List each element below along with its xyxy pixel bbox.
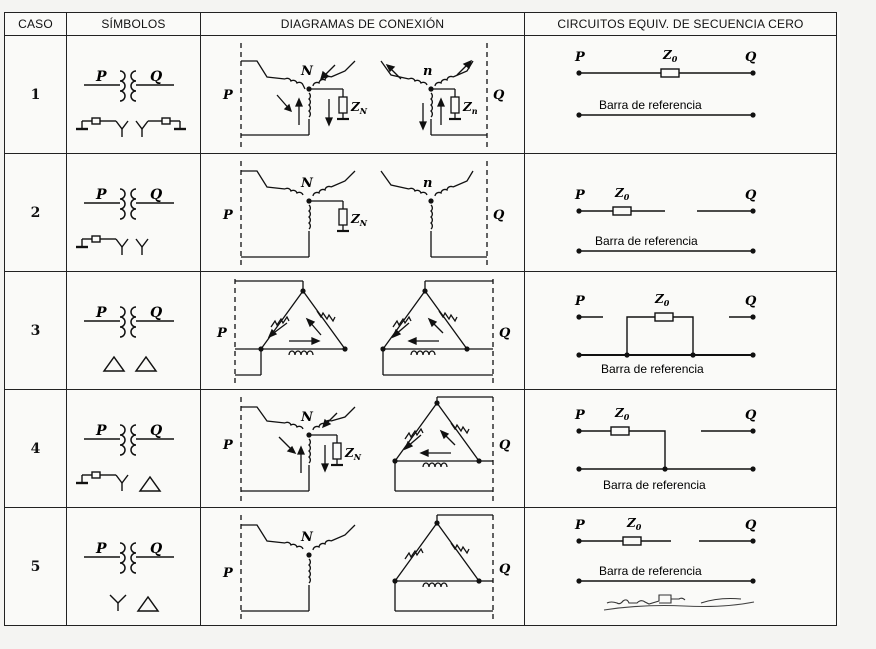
- neutral-label-n: N: [300, 63, 313, 79]
- equivalent-circuit-cell: [525, 272, 837, 390]
- symbol-cell: [67, 272, 201, 390]
- header-diagramas: DIAGRAMAS DE CONEXIÓN: [201, 13, 525, 36]
- wye-grounded-primary-icon: [76, 118, 128, 137]
- diagram-label-p: P: [222, 565, 233, 581]
- symbol-label-p: P: [95, 304, 107, 321]
- connection-diagram: [205, 39, 521, 151]
- impedance-zn-label: $Z_N$: [350, 99, 367, 116]
- header-row: [5, 13, 837, 36]
- neutral-label-lower-n: n: [422, 175, 432, 191]
- zero-sequence-circuit: [531, 157, 831, 269]
- table-row: [5, 154, 837, 272]
- wye-grounded-primary-icon: [76, 236, 128, 255]
- impedance-zn-secondary-label: $Z_n$: [462, 99, 478, 116]
- wye-grounded-primary-icon: [76, 472, 128, 491]
- connection-diagram-cell: [201, 154, 525, 272]
- eq-label-p: P: [574, 293, 585, 309]
- reference-bus-label: Barra de referencia: [594, 233, 698, 248]
- delta-secondary-icon: [138, 597, 158, 611]
- eq-label-z0: $Z_0$: [654, 291, 669, 308]
- symbol-cell: [67, 390, 201, 508]
- neutral-label-n: N: [300, 409, 313, 425]
- connection-diagram: [205, 511, 521, 623]
- wye-grounded-secondary-icon: [136, 118, 186, 137]
- eq-label-q: Q: [744, 517, 756, 533]
- case-number: 5: [5, 508, 67, 626]
- table-row: [5, 272, 837, 390]
- symbol-label-q: Q: [149, 186, 162, 203]
- reference-bus-label: Barra de referencia: [600, 361, 704, 376]
- delta-secondary-icon: [136, 357, 156, 371]
- diagram-label-q: Q: [498, 561, 510, 577]
- neutral-label-n: N: [300, 529, 313, 545]
- symbol-label-q: Q: [149, 304, 162, 321]
- eq-label-p: P: [574, 49, 585, 65]
- neutral-label-n: N: [300, 175, 313, 191]
- diagram-label-q: Q: [498, 437, 510, 453]
- diagram-label-q: Q: [498, 325, 510, 341]
- reference-bus-label: Barra de referencia: [598, 563, 702, 578]
- delta-secondary-icon: [140, 477, 160, 491]
- equivalent-circuit-cell: [525, 154, 837, 272]
- connection-diagram: [205, 157, 521, 269]
- diagram-label-p: P: [222, 437, 233, 453]
- symbol-cell: [67, 154, 201, 272]
- diagram-label-q: Q: [492, 207, 504, 223]
- eq-label-q: Q: [744, 49, 756, 65]
- symbol-label-p: P: [95, 68, 107, 85]
- eq-label-z0: $Z_0$: [614, 405, 629, 422]
- eq-label-p: P: [574, 187, 585, 203]
- equivalent-circuit-cell: [525, 390, 837, 508]
- case-number: 2: [5, 154, 67, 272]
- neutral-label-lower-n: n: [422, 63, 432, 79]
- case-number: 1: [5, 36, 67, 154]
- case-number: 4: [5, 390, 67, 508]
- connection-diagram: [205, 393, 521, 505]
- zero-sequence-circuit: [531, 39, 831, 151]
- diagram-label-p: P: [222, 87, 233, 103]
- eq-label-z0: $Z_0$: [626, 515, 641, 532]
- eq-label-q: Q: [744, 293, 756, 309]
- eq-label-z0: $Z_0$: [614, 185, 629, 202]
- connection-diagram-cell: [201, 390, 525, 508]
- transformer-connections-table: [4, 12, 837, 626]
- impedance-zn-label: $Z_N$: [344, 445, 361, 462]
- eq-label-q: Q: [744, 187, 756, 203]
- transformer-symbol: [70, 275, 198, 387]
- header-circuitos: CIRCUITOS EQUIV. DE SECUENCIA CERO: [525, 13, 837, 36]
- equivalent-circuit-cell: [525, 36, 837, 154]
- symbol-label-q: Q: [149, 422, 162, 439]
- table-row: [5, 36, 837, 154]
- table-row: [5, 390, 837, 508]
- diagram-label-p: P: [216, 325, 227, 341]
- symbol-label-p: P: [95, 422, 107, 439]
- transformer-symbol: [70, 157, 198, 269]
- reference-bus-label: Barra de referencia: [602, 477, 706, 492]
- wye-secondary-icon: [136, 239, 148, 255]
- eq-label-p: P: [574, 407, 585, 423]
- impedance-zn-label: $Z_N$: [350, 211, 367, 228]
- header-caso: CASO: [5, 13, 67, 36]
- transformer-symbol: [70, 393, 198, 505]
- symbol-cell: [67, 36, 201, 154]
- connection-diagram-cell: [201, 272, 525, 390]
- eq-label-z0: $Z_0$: [662, 47, 677, 64]
- header-simbolos: SÍMBOLOS: [67, 13, 201, 36]
- case-number: 3: [5, 272, 67, 390]
- connection-diagram: [205, 275, 521, 387]
- delta-primary-icon: [104, 357, 124, 371]
- symbol-label-p: P: [95, 540, 107, 557]
- symbol-label-q: Q: [149, 68, 162, 85]
- eq-label-q: Q: [744, 407, 756, 423]
- zero-sequence-circuit: [531, 275, 831, 387]
- connection-diagram-cell: [201, 36, 525, 154]
- handwritten-underline: [600, 598, 760, 618]
- eq-label-p: P: [574, 517, 585, 533]
- wye-primary-icon: [110, 595, 126, 611]
- connection-diagram-cell: [201, 508, 525, 626]
- transformer-symbol: [70, 39, 198, 151]
- symbol-label-q: Q: [149, 540, 162, 557]
- zero-sequence-circuit: [531, 393, 831, 505]
- diagram-label-q: Q: [492, 87, 504, 103]
- reference-bus-label: Barra de referencia: [598, 97, 702, 112]
- symbol-cell: [67, 508, 201, 626]
- symbol-label-p: P: [95, 186, 107, 203]
- diagram-label-p: P: [222, 207, 233, 223]
- transformer-symbol: [70, 511, 198, 623]
